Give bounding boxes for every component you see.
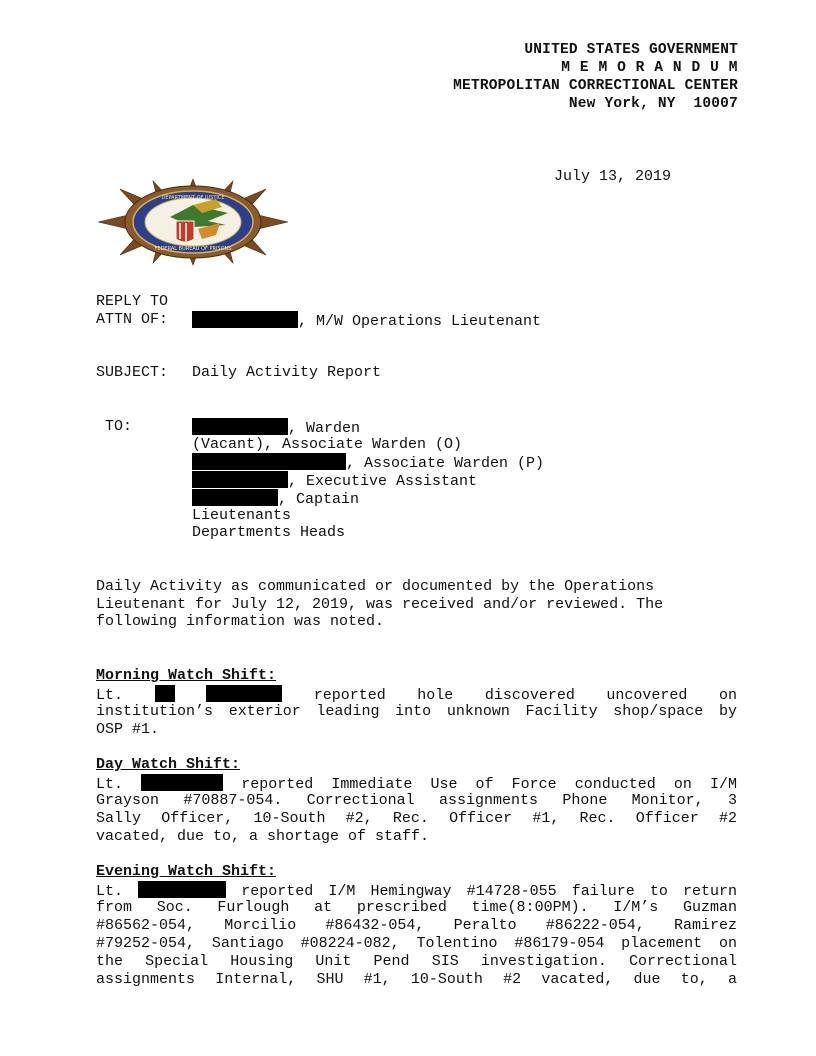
lt-prefix: Lt. <box>96 776 124 793</box>
redaction-bar <box>155 685 175 702</box>
seal-bottom-text: FEDERAL BUREAU OF PRISONS <box>154 246 232 252</box>
reply-attn-text: , M/W Operations Lieutenant <box>298 313 542 330</box>
morning-line-3: OSP #1. <box>96 721 160 738</box>
to-recipient-text: , Executive Assistant <box>288 473 478 490</box>
attn-of-label: ATTN OF: <box>96 311 169 328</box>
day-watch-heading: Day Watch Shift: <box>96 756 241 773</box>
evening-line-2: from Soc. Furlough at prescribed time(8:00PM). I/M’s Guzman <box>96 899 737 916</box>
to-recipient-warden <box>192 418 360 437</box>
lt-prefix: Lt. <box>96 687 124 704</box>
evening-line-4: #79252-054, Santiago #08224-082, Tolentino #86179-054 placement on <box>96 935 737 952</box>
seal-top-text: DEPARTMENT OF JUSTICE <box>161 195 225 201</box>
to-recipient-ea <box>192 471 477 490</box>
morning-watch-heading: Morning Watch Shift: <box>96 667 277 684</box>
header-line-address: New York, NY 10007 <box>568 96 738 112</box>
redaction-bar <box>141 774 223 791</box>
evening-line-5: the Special Housing Unit Pend SIS investigation. Correctional <box>96 953 737 970</box>
redaction-bar <box>192 471 288 488</box>
evening-line-6: assignments Internal, SHU #1, 10-South #2 vacated, due to, a <box>96 971 737 988</box>
memo-date: July 13, 2019 <box>554 168 672 185</box>
to-recipient-text: , Captain <box>278 491 360 508</box>
redaction-bar <box>192 489 278 506</box>
intro-line-1: Daily Activity as communicated or documented by the Operations <box>96 578 655 595</box>
to-recipient-aw-p <box>192 453 544 472</box>
to-recipient-lieutenants: Lieutenants <box>192 507 292 524</box>
header-line-memorandum: M E M O R A N D U M <box>561 60 738 76</box>
morning-line-1 <box>96 685 737 705</box>
redaction-bar <box>192 453 346 470</box>
subject-text: Daily Activity Report <box>192 364 382 381</box>
to-recipient-aw-o: (Vacant), Associate Warden (O) <box>192 436 463 453</box>
reply-to-label: REPLY TO <box>96 293 169 310</box>
intro-line-2: Lieutenant for July 12, 2019, was received and/or reviewed. The <box>96 596 664 613</box>
reply-attn-line <box>192 311 541 330</box>
redaction-bar <box>192 311 298 328</box>
lt-prefix: Lt. <box>96 883 124 900</box>
day-line-1 <box>96 774 737 794</box>
evening-line-1-text: reported I/M Hemingway #14728-055 failure to return <box>241 883 737 900</box>
to-recipient-dept-heads: Departments Heads <box>192 524 346 541</box>
evening-line-1 <box>96 881 737 901</box>
evening-line-3: #86562-054, Morcilio #86432-054, Peralto #86222-054, Ramirez <box>96 917 737 934</box>
morning-line-1-text: reported hole discovered uncovered on <box>313 687 737 704</box>
evening-watch-heading: Evening Watch Shift: <box>96 863 277 880</box>
redaction-bar <box>138 881 226 898</box>
morning-line-2: institution’s exterior leading into unknown Facility shop/space by <box>96 703 737 720</box>
to-recipient-captain <box>192 489 359 508</box>
redaction-bar <box>206 685 282 702</box>
day-line-4: vacated, due to, a shortage of staff. <box>96 828 430 845</box>
day-line-3: Sally Officer, 10-South #2, Rec. Officer #1, Rec. Officer #2 <box>96 810 737 827</box>
redaction-bar <box>192 418 288 435</box>
to-label: TO: <box>105 418 133 435</box>
day-line-1-text: reported Immediate Use of Force conducted on I/M <box>241 776 737 793</box>
day-line-2: Grayson #70887-054. Correctional assignments Phone Monitor, 3 <box>96 792 737 809</box>
header-line-institution: METROPOLITAN CORRECTIONAL CENTER <box>453 78 738 94</box>
to-recipient-text: , Associate Warden (P) <box>346 455 545 472</box>
intro-line-3: following information was noted. <box>96 613 385 630</box>
subject-label: SUBJECT: <box>96 364 169 381</box>
header-line-government: UNITED STATES GOVERNMENT <box>524 42 738 58</box>
to-recipient-text: , Warden <box>288 420 361 437</box>
bop-seal-icon <box>80 160 270 250</box>
